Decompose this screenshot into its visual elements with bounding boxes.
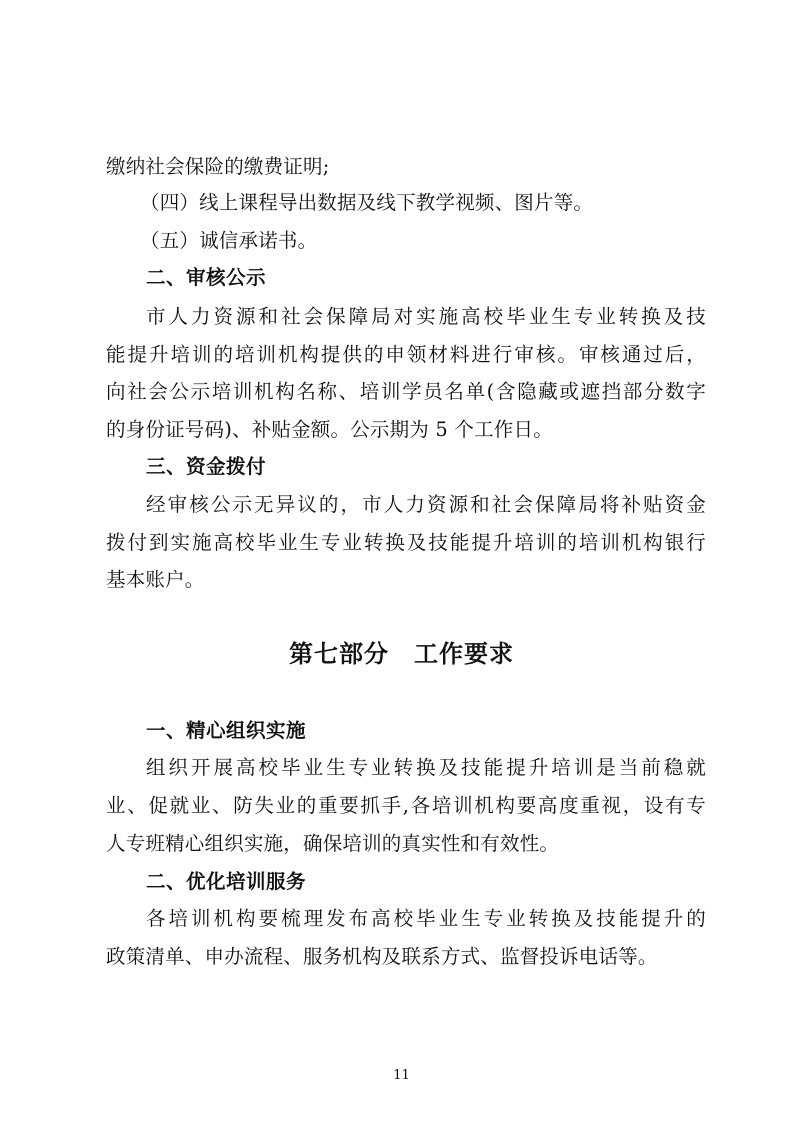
list-item-4: （四）线上课程导出数据及线下教学视频、图片等。 xyxy=(140,191,594,214)
body-text-line: 缴纳社会保险的缴费证明; xyxy=(106,155,330,178)
heading-review-publicity: 二、审核公示 xyxy=(146,266,267,289)
body-text-line: 政策清单、申办流程、服务机构及联系方式、监督投诉电话等。 xyxy=(106,945,658,968)
heading-fund-allocation: 三、资金拨付 xyxy=(146,455,267,478)
body-text-line: 向社会公示培训机构名称、培训学员名单(含隐藏或遮挡部分数字 xyxy=(106,380,706,403)
heading-optimize-service: 二、优化培训服务 xyxy=(146,870,307,893)
body-text-line: 经审核公示无异议的，市人力资源和社会保障局将补贴资金 xyxy=(146,493,706,516)
body-text-line: 人专班精心组织实施，确保培训的真实性和有效性。 xyxy=(106,832,560,855)
body-text-line: 市人力资源和社会保障局对实施高校毕业生专业转换及技 xyxy=(146,305,706,328)
list-item-5: （五）诚信承诺书。 xyxy=(140,229,318,252)
body-text-line: 能提升培训的培训机构提供的申领材料进行审核。审核通过后， xyxy=(106,343,706,366)
body-text-line: 基本账户。 xyxy=(106,568,205,591)
body-text-line: 组织开展高校毕业生专业转换及技能提升培训是当前稳就 xyxy=(146,756,706,779)
body-text-line: 业、促就业、防失业的重要抓手,各培训机构要高度重视，设有专 xyxy=(106,794,706,817)
page-number: 11 xyxy=(393,1068,410,1083)
body-text-line: 各培训机构要梳理发布高校毕业生专业转换及技能提升的 xyxy=(146,907,706,930)
section-title: 第七部分 工作要求 xyxy=(289,640,514,668)
body-text-line: 的身份证号码)、补贴金额。公示期为 5 个工作日。 xyxy=(106,418,553,441)
body-text-line: 拨付到实施高校毕业生专业转换及技能提升培训的培训机构银行 xyxy=(106,531,706,554)
heading-organize-implementation: 一、精心组织实施 xyxy=(146,719,307,742)
